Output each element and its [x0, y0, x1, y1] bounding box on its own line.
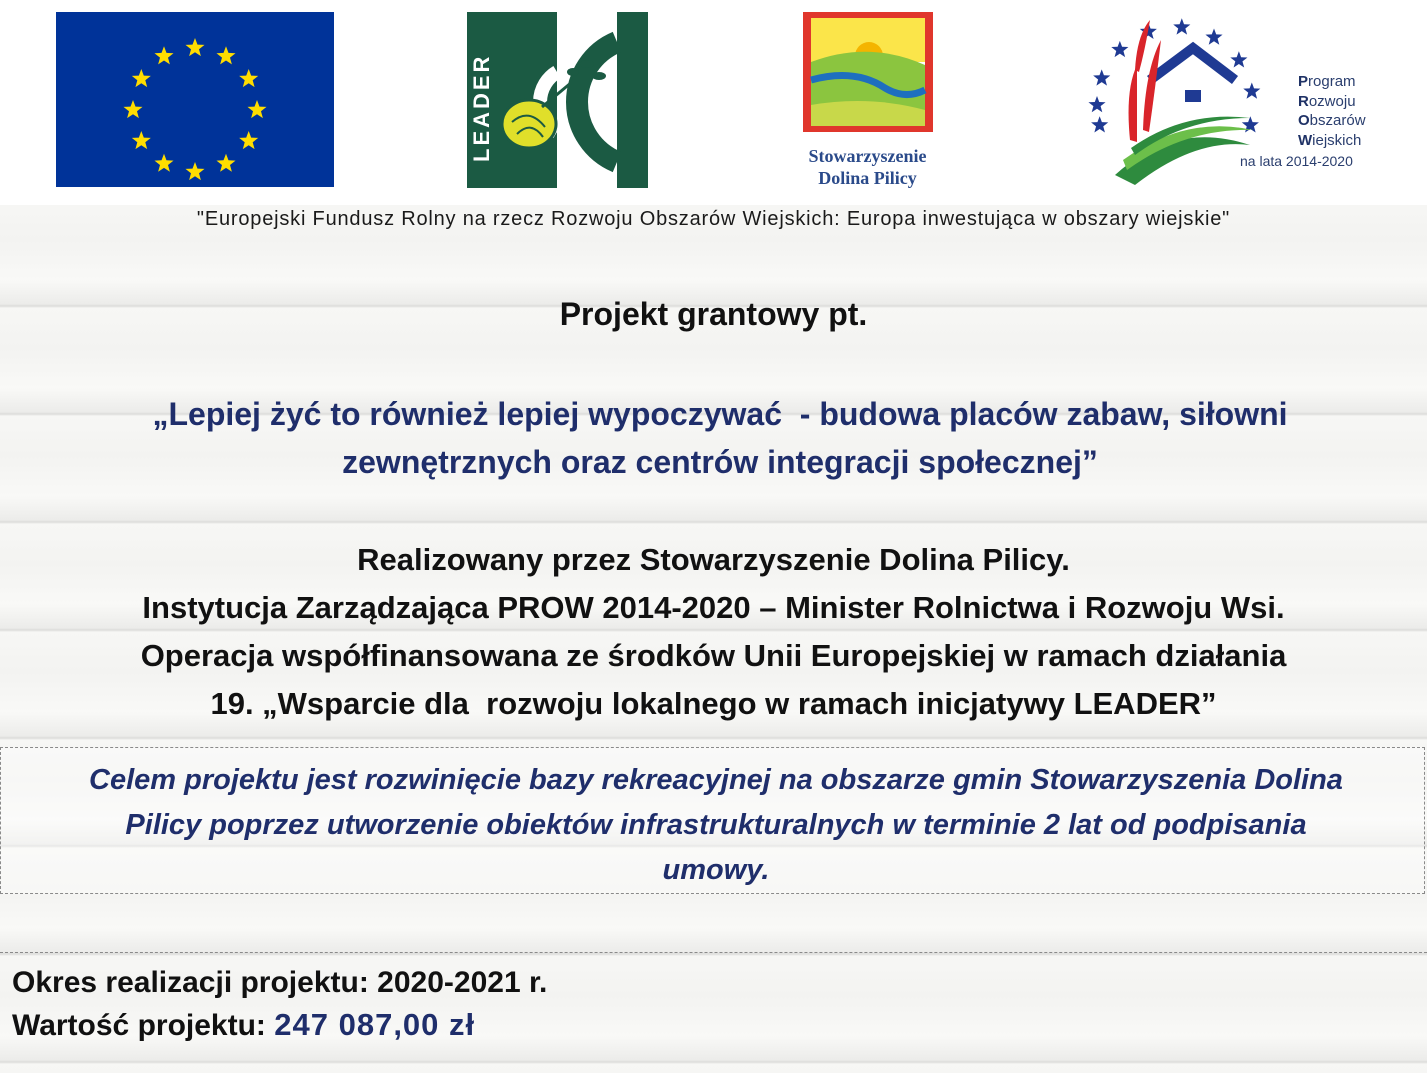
eu-star-icon: [154, 46, 173, 64]
dolina-line-1: Stowarzyszenie: [808, 146, 927, 166]
realization-line-4: 19. „Wsparcie dla rozwoju lokalnego w ramach inicjatywy LEADER”: [210, 686, 1217, 721]
eu-star-icon: [239, 69, 258, 87]
eu-star-icon: [247, 100, 266, 118]
prow-line-2: Rozwoju: [1298, 92, 1356, 110]
goal-line-2: Pilicy poprzez utworzenie obiektów infrastrukturalnych w terminie 2 lat od podpisania: [125, 809, 1307, 841]
dolina-pilicy-logo-caption: [785, 145, 950, 189]
project-title-line-2: zewnętrznych oraz centrów integracji społecznej”: [342, 444, 1098, 480]
goal-line-3: umowy.: [662, 854, 770, 886]
prow-star-icon: [1242, 116, 1259, 132]
prow-line-4: Wiejskich: [1298, 131, 1362, 149]
prow-years: na lata 2014-2020: [1240, 153, 1353, 169]
prow-star-icon: [1230, 51, 1247, 67]
eu-star-icon: [239, 131, 258, 149]
eu-star-icon: [123, 100, 142, 118]
project-title-line-1: „Lepiej żyć to również lepiej wypoczywać - budowa placów zabaw, siłowni: [152, 396, 1288, 432]
project-title: [40, 390, 1400, 486]
project-period: [12, 962, 547, 1004]
goal-line-1: Celem projektu jest rozwinięcie bazy rekreacyjnej na obszarze gmin Stowarzyszenia Dolina: [89, 764, 1343, 796]
eu-star-icon: [132, 69, 151, 87]
prow-line-1: Program: [1298, 73, 1356, 90]
prow-line-3: Obszarów: [1298, 112, 1366, 129]
project-goal-box: [0, 747, 1425, 894]
project-label: Projekt grantowy pt.: [559, 296, 868, 332]
project-goal-text: [31, 758, 1401, 893]
realization-line-3: Operacja współfinansowana ze środków Unii Europejskiej w ramach działania: [140, 638, 1287, 673]
eu-star-icon: [185, 162, 204, 180]
period-value: 2020-2021 r.: [377, 966, 548, 999]
project-summary: [12, 962, 547, 1047]
dolina-pilicy-logo-icon: [785, 10, 950, 195]
eu-stars: [56, 12, 334, 187]
project-value: [12, 1004, 547, 1047]
prow-star-icon: [1091, 116, 1108, 132]
value-label: Wartość projektu:: [12, 1009, 266, 1042]
eu-star-icon: [132, 131, 151, 149]
eu-star-icon: [216, 154, 235, 172]
eu-star-icon: [216, 46, 235, 64]
value-amount: 247 087,00 zł: [274, 1007, 476, 1042]
prow-star-icon: [1093, 69, 1110, 85]
eu-star-icon: [154, 154, 173, 172]
leader-logo-icon: [467, 12, 648, 188]
prow-logo-icon: [1075, 10, 1375, 190]
prow-logo-caption: [1298, 72, 1398, 150]
leader-logo-text: LEADER: [469, 53, 494, 162]
prow-star-icon: [1243, 82, 1260, 98]
prow-star-icon: [1088, 96, 1105, 112]
realization-line-1: Realizowany przez Stowarzyszenie Dolina Pilicy.: [357, 542, 1070, 577]
realization-info: [0, 536, 1427, 728]
prow-star-icon: [1173, 18, 1190, 34]
realization-line-2: Instytucja Zarządzająca PROW 2014-2020 – Minister Rolnictwa i Rozwoju Wsi.: [142, 590, 1285, 625]
fund-tagline: "Europejski Fundusz Rolny na rzecz Rozwoju Obszarów Wiejskich: Europa inwestująca w obszary wiejskie": [196, 208, 1231, 230]
dolina-line-2: Dolina Pilicy: [818, 168, 917, 188]
eu-flag-icon: [56, 12, 334, 187]
period-label: Okres realizacji projektu:: [12, 966, 369, 999]
eu-star-icon: [185, 38, 204, 56]
prow-star-icon: [1111, 41, 1128, 57]
footer-divider: [0, 952, 1427, 953]
prow-star-icon: [1205, 28, 1222, 44]
